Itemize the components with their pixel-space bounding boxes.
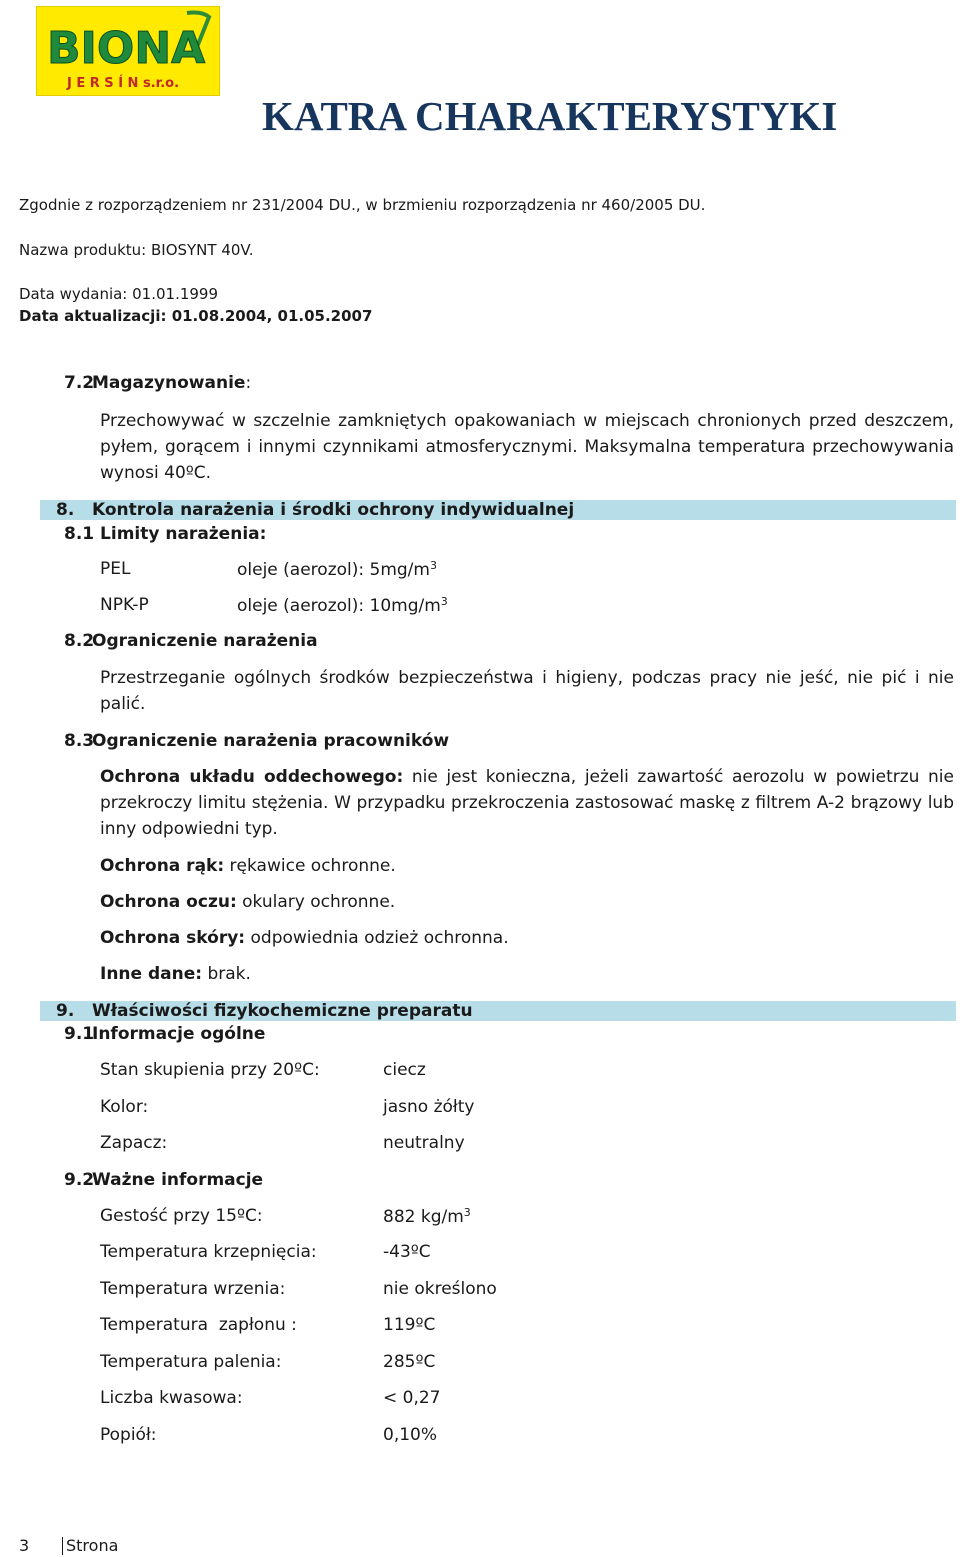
section-8-3-number: 8.3 <box>64 731 95 751</box>
section-8-band <box>40 500 956 520</box>
color-value: jasno żółty <box>383 1097 475 1117</box>
section-7-2-colon: : <box>245 373 252 393</box>
section-8-1-heading: 8.1 Limity narażenia: <box>64 524 267 544</box>
logo-sub-text: J E R S Í N s.r.o. <box>67 76 180 91</box>
skin-text: odpowiednia odzież ochronna. <box>245 928 509 948</box>
section-8-3-title: Ograniczenie narażenia pracowników <box>92 731 450 751</box>
other-text: brak. <box>202 964 251 984</box>
footer-divider <box>62 1537 63 1555</box>
pel-value-sup: 3 <box>429 559 437 572</box>
update-date: Data aktualizacji: 01.08.2004, 01.05.2007 <box>19 307 373 325</box>
section-8-2-text: Przestrzeganie ogólnych środków bezpieczeństwa i higieny, podczas pracy nie jeść, nie pić i nie palić. <box>100 668 954 714</box>
other-label: Inne dane: <box>100 964 203 984</box>
freezing-label: Temperatura krzepnięcia: <box>100 1242 317 1262</box>
flash-value: 119ºC <box>383 1315 436 1335</box>
boiling-label: Temperatura wrzenia: <box>100 1279 286 1299</box>
hands-label: Ochrona rąk: <box>100 856 225 876</box>
section-8-2-heading <box>64 631 318 651</box>
other-data <box>100 964 251 984</box>
section-9-band <box>40 1001 956 1021</box>
section-8-title: Kontrola narażenia i środki ochrony indywidualnej <box>92 500 575 520</box>
section-9-title: Właściwości fizykochemiczne preparatu <box>92 1001 473 1021</box>
respiratory-text: nie jest konieczna, jeżeli zawartość aerozolu w powietrzu nie przekroczy limitu stężenia. W przypadku przekroczenia zastosować maskę z filtrem A-2 brązowy lub inny odpowiedni typ. <box>100 767 954 839</box>
npkp-value <box>237 595 448 616</box>
ignition-label: Temperatura palenia: <box>100 1352 282 1372</box>
respiratory-label: Ochrona układu oddechowego: <box>100 767 404 787</box>
npkp-label: NPK-P <box>100 595 149 615</box>
freezing-value: -43ºC <box>383 1242 431 1262</box>
section-7-2-text: Przechowywać w szczelnie zamkniętych opakowaniach w miejscach chronionych przed deszczem, pyłem, gorącem i innymi czynnikami atmosferycznymi. Maksymalna temperatura przechowywania wynosi 40ºC. <box>100 411 954 483</box>
page-title: KATRA CHARAKTERYSTYKI <box>262 93 838 139</box>
respiratory-protection <box>100 764 954 842</box>
ignition-value: 285ºC <box>383 1352 436 1372</box>
ash-value: 0,10% <box>383 1425 438 1445</box>
density-value <box>383 1206 471 1227</box>
density-value-text: 882 kg/m <box>383 1207 464 1227</box>
page-label: Strona <box>66 1536 119 1555</box>
state-value: ciecz <box>383 1060 426 1080</box>
eye-protection <box>100 892 395 912</box>
odor-label: Zapacz: <box>100 1133 168 1153</box>
page-number: 3 <box>19 1536 30 1555</box>
ash-label: Popiół: <box>100 1425 157 1445</box>
section-8-2-title: Ograniczenie narażenia <box>92 631 318 651</box>
section-9-2-number: 9.2 <box>64 1170 95 1190</box>
section-9-2-title: Ważne informacje <box>92 1170 264 1190</box>
section-8-3-heading <box>64 731 449 751</box>
section-8-number: 8. <box>56 500 75 520</box>
skin-protection <box>100 928 509 948</box>
section-9-2-heading <box>64 1170 263 1190</box>
regulation-text: Zgodnie z rozporządzeniem nr 231/2004 DU., w brzmieniu rozporządzenia nr 460/2005 DU. <box>19 196 706 214</box>
density-label: Gestość przy 15ºC: <box>100 1206 263 1226</box>
state-label: Stan skupienia przy 20ºC: <box>100 1060 320 1080</box>
skin-label: Ochrona skóry: <box>100 928 246 948</box>
boiling-value: nie określono <box>383 1279 497 1299</box>
acid-value: < 0,27 <box>383 1388 441 1408</box>
npkp-value-text: oleje (aerozol): 10mg/m <box>237 596 441 616</box>
pel-label: PEL <box>100 559 131 579</box>
flash-label: Temperatura zapłonu : <box>100 1315 297 1335</box>
eyes-label: Ochrona oczu: <box>100 892 237 912</box>
section-7-2-heading <box>64 373 251 393</box>
section-9-number: 9. <box>56 1001 75 1021</box>
product-name: Nazwa produktu: BIOSYNT 40V. <box>19 241 254 259</box>
hand-protection <box>100 856 396 876</box>
section-9-1-heading <box>64 1024 265 1044</box>
pel-value <box>237 559 437 580</box>
eyes-text: okulary ochronne. <box>236 892 396 912</box>
section-8-2-number: 8.2 <box>64 631 95 651</box>
density-value-sup: 3 <box>463 1206 471 1219</box>
issue-date: Data wydania: 01.01.1999 <box>19 285 219 303</box>
hands-text: rękawice ochronne. <box>224 856 396 876</box>
section-7-2-number: 7.2 <box>64 373 95 393</box>
logo-brand-text: BIONA <box>47 23 206 74</box>
odor-value: neutralny <box>383 1133 465 1153</box>
color-label: Kolor: <box>100 1097 149 1117</box>
section-9-1-title: Informacje ogólne <box>92 1024 266 1044</box>
acid-label: Liczba kwasowa: <box>100 1388 243 1408</box>
section-9-1-number: 9.1 <box>64 1024 95 1044</box>
logo-graphic <box>37 7 219 95</box>
section-7-2-title: Magazynowanie <box>92 373 246 393</box>
pel-value-text: oleje (aerozol): 5mg/m <box>237 560 430 580</box>
company-logo <box>36 6 220 96</box>
npkp-value-sup: 3 <box>440 595 448 608</box>
